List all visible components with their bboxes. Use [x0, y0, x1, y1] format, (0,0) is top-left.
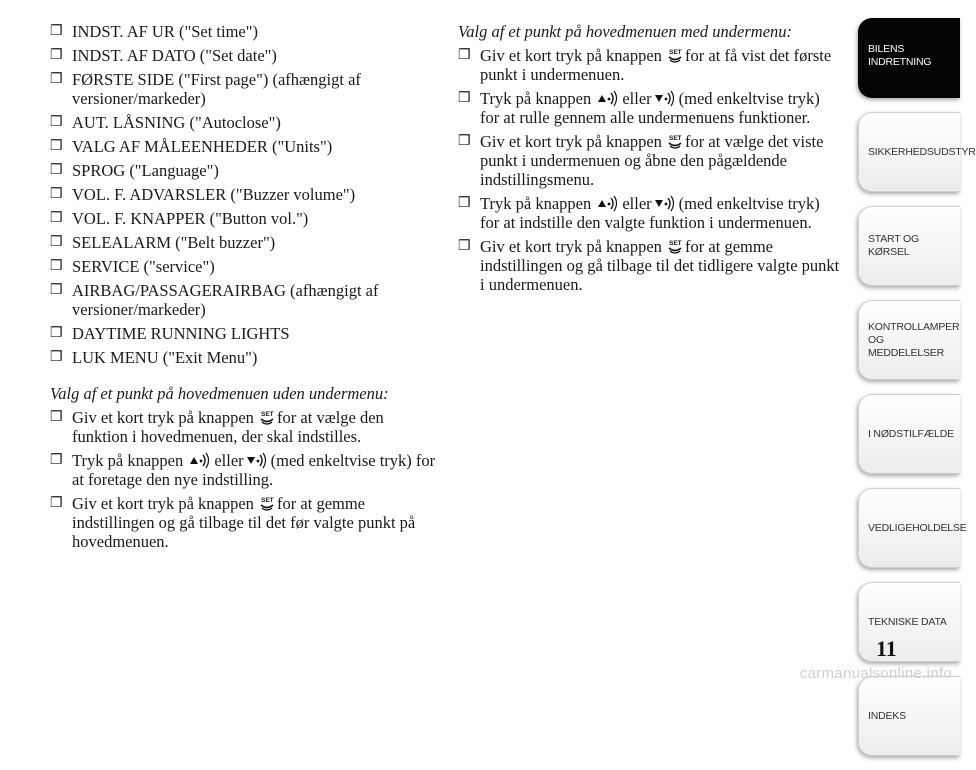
bullet-icon: ❒	[50, 211, 63, 226]
list-item-text: SPROG ("Language")	[72, 161, 219, 180]
bullet-icon: ❒	[50, 115, 63, 130]
step-text: Giv et kort tryk på knappen	[72, 494, 259, 513]
list-item-text: FØRSTE SIDE ("First page") (afhængigt af versioner/markeder)	[72, 70, 361, 108]
right-column	[458, 22, 843, 299]
bullet-icon: ❒	[50, 496, 63, 511]
down-arrow-button-icon	[246, 452, 269, 469]
up-arrow-button-icon	[189, 452, 212, 469]
bullet-icon: ❒	[458, 91, 471, 106]
left-column	[50, 22, 440, 556]
set-button-icon	[668, 47, 683, 64]
chapter-tab[interactable]: VEDLIGEHOLDELSE	[858, 488, 960, 568]
step-text: for at få vist det første punkt i undermenuen.	[480, 46, 832, 84]
chapter-tab[interactable]: SIKKERHEDSUDSTYR	[858, 112, 960, 192]
down-arrow-button-icon	[654, 90, 677, 107]
step-item	[50, 408, 440, 446]
list-item-text: INDST. AF UR ("Set time")	[72, 22, 258, 41]
bullet-icon: ❒	[50, 24, 63, 39]
chapter-tab[interactable]: START OG KØRSEL	[858, 206, 960, 286]
no-submenu-steps	[50, 408, 440, 551]
bullet-icon: ❒	[458, 134, 471, 149]
step-item	[50, 494, 440, 551]
chapter-tab[interactable]: BILENS INDRETNING	[858, 18, 960, 98]
step-text: for at vælge det viste punkt i undermenuen og åbne den pågældende indstillingsmenu.	[480, 132, 824, 189]
list-item	[50, 233, 440, 252]
chapter-tab[interactable]: KONTROLLAMPER OG MEDDELELSER	[858, 300, 960, 380]
list-item-text: VOL. F. ADVARSLER ("Buzzer volume")	[72, 185, 356, 204]
list-item	[50, 22, 440, 41]
chapter-tab[interactable]: I NØDSTILFÆLDE	[858, 394, 960, 474]
step-text: (med enkeltvise tryk) for at indstille den valgte funktion i undermenuen.	[480, 194, 820, 232]
list-item	[50, 113, 440, 132]
bullet-icon: ❒	[50, 410, 63, 425]
step-text: Tryk på knappen	[72, 451, 188, 470]
step-text: Giv et kort tryk på knappen	[480, 46, 667, 65]
list-item-text: AUT. LÅSNING ("Autoclose")	[72, 113, 281, 132]
step-text: (med enkeltvise tryk) for at rulle gennem alle undermenuens funktioner.	[480, 89, 820, 127]
list-item-text: DAYTIME RUNNING LIGHTS	[72, 324, 290, 343]
set-button-icon	[668, 238, 683, 255]
step-text: for at gemme indstillingen og gå tilbage til det tidligere valgte punkt i undermenuen.	[480, 237, 840, 294]
list-item	[50, 137, 440, 156]
bullet-icon: ❒	[50, 48, 63, 63]
bullet-icon: ❒	[50, 163, 63, 178]
chapter-tab[interactable]: INDEKS	[858, 676, 960, 756]
list-item	[50, 281, 440, 319]
bullet-icon: ❒	[50, 283, 63, 298]
step-item	[458, 132, 843, 189]
up-arrow-button-icon	[597, 90, 620, 107]
list-item	[50, 257, 440, 276]
list-item-text: INDST. AF DATO ("Set date")	[72, 46, 277, 65]
bullet-icon: ❒	[50, 139, 63, 154]
bullet-icon: ❒	[50, 453, 63, 468]
bullet-icon: ❒	[50, 72, 63, 87]
step-item	[458, 89, 843, 127]
step-text: Tryk på knappen	[480, 194, 596, 213]
down-arrow-button-icon	[654, 195, 677, 212]
bullet-icon: ❒	[50, 235, 63, 250]
list-item	[50, 161, 440, 180]
up-arrow-button-icon	[597, 195, 620, 212]
list-item	[50, 70, 440, 108]
page-number: 11	[876, 636, 897, 661]
list-item	[50, 185, 440, 204]
bullet-icon: ❒	[50, 187, 63, 202]
bullet-icon: ❒	[458, 196, 471, 211]
main-menu-list	[50, 22, 440, 367]
list-item-text: VOL. F. KNAPPER ("Button vol.")	[72, 209, 309, 228]
list-item-text: VALG AF MÅLEENHEDER ("Units")	[72, 137, 333, 156]
step-text: eller	[622, 194, 652, 213]
step-text: Giv et kort tryk på knappen	[480, 237, 667, 256]
step-text: eller	[214, 451, 244, 470]
bullet-icon: ❒	[50, 326, 63, 341]
step-text: for at gemme indstillingen og gå tilbage til det før valgte punkt på hovedmenuen.	[72, 494, 416, 551]
step-text: Giv et kort tryk på knappen	[72, 408, 259, 427]
set-button-icon	[668, 133, 683, 150]
step-text: Tryk på knappen	[480, 89, 596, 108]
list-item	[50, 324, 440, 343]
submenu-heading: Valg af et punkt på hovedmenuen med undermenu:	[458, 22, 793, 41]
step-item	[458, 237, 843, 294]
submenu-steps	[458, 46, 843, 294]
bullet-icon: ❒	[50, 259, 63, 274]
step-text: (med enkeltvise tryk) for at foretage den nye indstilling.	[72, 451, 436, 489]
no-submenu-heading: Valg af et punkt på hovedmenuen uden undermenu:	[50, 384, 389, 403]
bullet-icon: ❒	[50, 350, 63, 365]
list-item-text: AIRBAG/PASSAGERAIRBAG (afhængigt af versioner/markeder)	[72, 281, 379, 319]
list-item	[50, 46, 440, 65]
step-item	[50, 451, 440, 489]
watermark: carmanualsonline.info	[799, 665, 952, 682]
list-item	[50, 209, 440, 228]
set-button-icon	[260, 409, 275, 426]
list-item-text: LUK MENU ("Exit Menu")	[72, 348, 258, 367]
bullet-icon: ❒	[458, 48, 471, 63]
step-text: Giv et kort tryk på knappen	[480, 132, 667, 151]
list-item	[50, 348, 440, 367]
step-item	[458, 46, 843, 84]
set-button-icon	[260, 495, 275, 512]
chapter-tab[interactable]: TEKNISKE DATA	[858, 582, 960, 662]
chapter-tabs	[858, 18, 976, 770]
step-text: for at vælge den funktion i hovedmenuen, der skal indstilles.	[72, 408, 384, 446]
list-item-text: SELEALARM ("Belt buzzer")	[72, 233, 276, 252]
bullet-icon: ❒	[458, 239, 471, 254]
step-text: eller	[622, 89, 652, 108]
step-item	[458, 194, 843, 232]
list-item-text: SERVICE ("service")	[72, 257, 215, 276]
